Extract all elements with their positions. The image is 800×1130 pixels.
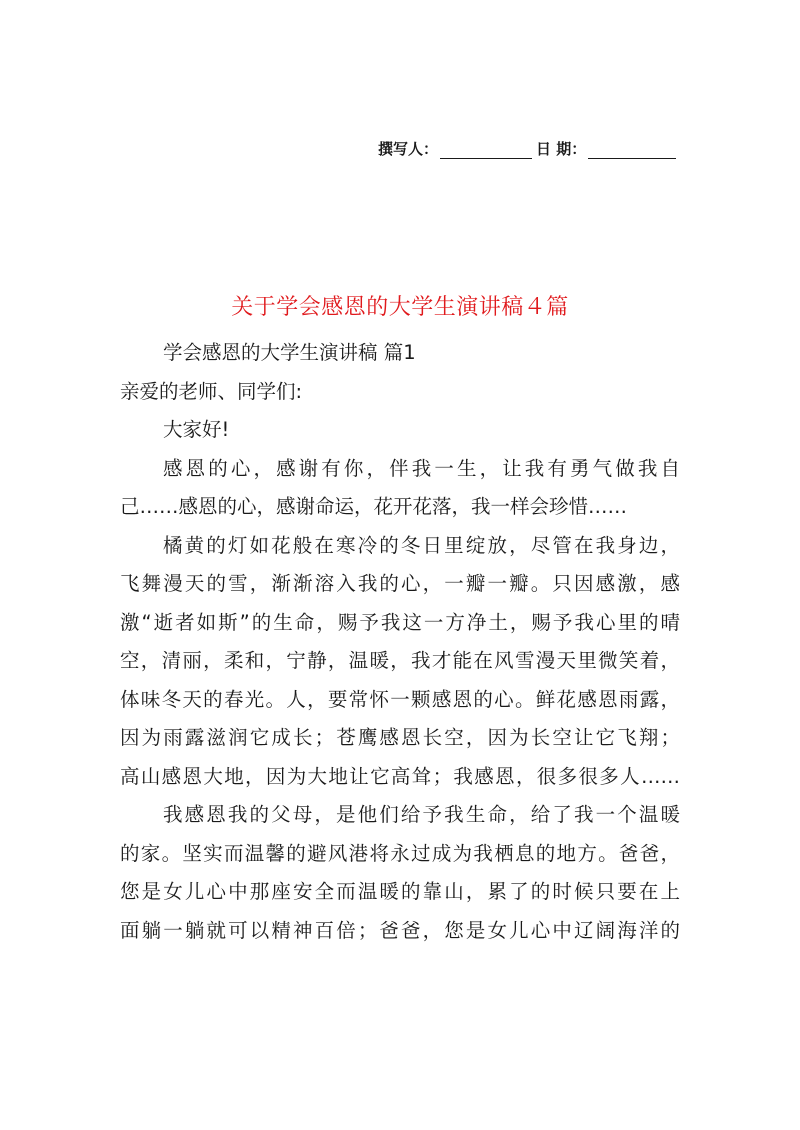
document-title: 关于学会感恩的大学生演讲稿４篇	[231, 295, 569, 320]
paragraph-line: 飞舞漫天的雪，渐渐溶入我的心，一瓣一瓣。只因感激，感	[120, 572, 680, 595]
paragraph-line: 空，清丽，柔和，宁静，温暖，我才能在风雪漫天里微笑着，	[120, 649, 680, 672]
paragraph-line: 我感恩我的父母，是他们给予我生命，给了我一个温暖	[163, 803, 680, 826]
author-label: 撰写人：	[378, 140, 439, 158]
paragraph-line: 激“逝者如斯”的生命，赐予我这一方净土，赐予我心里的晴	[120, 610, 680, 634]
paragraph-line: 因为雨露滋润它成长；苍鹰感恩长空，因为长空让它飞翔；	[120, 726, 680, 749]
paragraph-line: 橘黄的灯如花般在寒冷的冬日里绽放，尽管在我身边，	[163, 533, 680, 557]
paragraph-line: 您是女儿心中那座安全而温暖的靠山，累了的时候只要在上	[120, 880, 680, 903]
date-label: 日 期：	[536, 140, 587, 158]
paragraph-line: 感恩的心，感谢有你，伴我一生，让我有勇气做我自	[163, 456, 680, 480]
salutation: 亲爱的老师、同学们:	[120, 379, 303, 403]
paragraph-line: 面躺一躺就可以精神百倍；爸爸，您是女儿心中辽阔海洋的	[120, 918, 680, 942]
greeting: 大家好!	[163, 418, 230, 441]
paragraph-line: 己……感恩的心，感谢命运，花开花落，我一样会珍惜……	[120, 495, 628, 518]
author-date-line	[378, 138, 676, 159]
section-subtitle: 学会感恩的大学生演讲稿 篇1	[163, 341, 416, 364]
paragraph-line: 的家。坚实而温馨的避风港将永过成为我栖息的地方。爸爸，	[120, 841, 680, 865]
date-blank	[588, 143, 676, 159]
author-blank	[440, 143, 532, 159]
paragraph-line: 体味冬天的春光。人，要常怀一颗感恩的心。鲜花感恩雨露，	[120, 687, 680, 711]
document-body	[120, 334, 680, 950]
paragraph-line: 高山感恩大地，因为大地让它高耸；我感恩，很多很多人……	[120, 764, 680, 788]
